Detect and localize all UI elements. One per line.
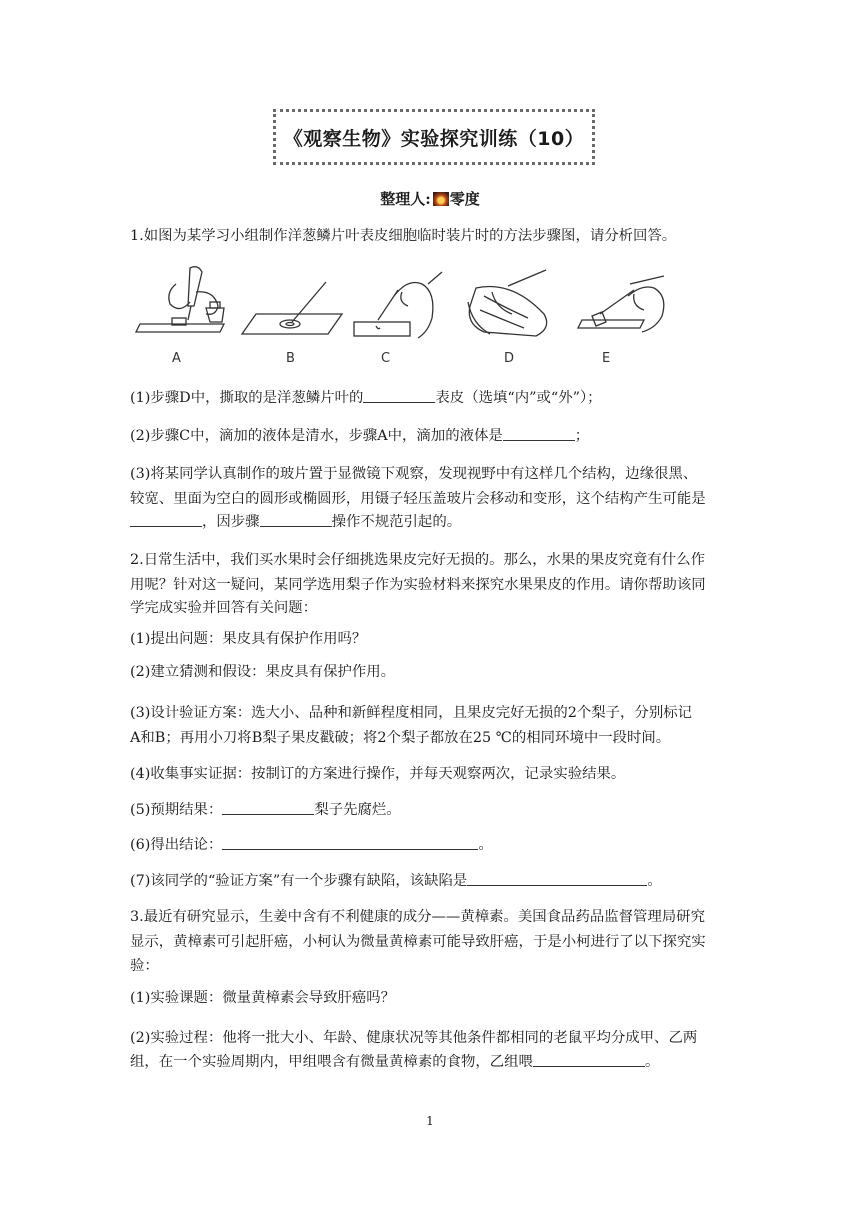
q2-line1: 2.日常生活中，我们买水果时会仔细挑选果皮完好无损的。那么，水果的果皮究竟有什么作 — [130, 552, 705, 568]
q2-step5 — [130, 800, 401, 820]
q1-procedure-figure — [132, 262, 672, 370]
answer-blank[interactable] — [130, 512, 202, 527]
q1-part1 — [130, 388, 602, 408]
q2-step5-text-b: 梨子先腐烂。 — [314, 802, 401, 818]
figure-label-e: E — [602, 351, 611, 366]
q3-line2: 显示，黄樟素可引起肝癌，小柯认为微量黄樟素可能导致肝癌，于是小柯进行了以下探究实 — [130, 934, 706, 950]
answer-blank[interactable] — [260, 512, 332, 527]
q1-part1-text-b: 表皮（选填“内”或“外”）； — [435, 390, 602, 406]
compiler-line — [0, 188, 860, 209]
figure-label-d: D — [504, 351, 515, 366]
compiler-name: 零度 — [449, 190, 480, 208]
q1-part2-text-b: ； — [574, 428, 590, 444]
step-c-drawing — [354, 272, 442, 338]
q2-step2: (2)建立猜测和假设：果皮具有保护作用。 — [130, 664, 396, 680]
q3-line3: 验： — [130, 958, 159, 974]
q2-step7-text-a: (7)该同学的“验证方案”有一个步骤有缺陷，该缺陷是 — [130, 873, 468, 889]
q2-step1: (1)提出问题：果皮具有保护作用吗？ — [130, 631, 367, 647]
q1-part3-text-c: ，因步骤 — [202, 514, 260, 530]
q2-step4: (4)收集事实证据：按制订的方案进行操作，并每天观察两次，记录实验结果。 — [130, 766, 626, 782]
compiler-label: 整理人: — [380, 190, 431, 208]
q3-line1: 3.最近有研究显示，生姜中含有不利健康的成分——黄樟素。美国食品药品监督管理局研究 — [130, 909, 705, 925]
title-box — [273, 109, 595, 165]
answer-blank[interactable] — [363, 388, 435, 403]
step-d-drawing — [468, 270, 547, 336]
q1-part3-text-d: 操作不规范引起的。 — [331, 514, 462, 530]
figure-label-a: A — [172, 351, 181, 366]
q2-step3-line2: A和B；再用小刀将B梨子果皮戳破；将2个梨子都放在25 ℃的相同环境中一段时间。 — [130, 730, 671, 746]
q2-step7-text-b: 。 — [647, 873, 662, 889]
page-title: 《观察生物》实验探究训练（10） — [283, 127, 585, 150]
q3-step2-line2 — [130, 1052, 659, 1072]
step-e-drawing — [578, 276, 664, 332]
answer-blank[interactable] — [222, 800, 314, 815]
q2-step3-line1: (3)设计验证方案：选大小、品种和新鲜程度相同，且果皮完好无损的2个梨子，分别标记 — [130, 705, 692, 721]
page-number: 1 — [426, 1114, 434, 1128]
step-b-drawing — [242, 282, 342, 334]
q2-step6-text-a: (6)得出结论： — [130, 837, 223, 853]
answer-blank[interactable] — [503, 426, 575, 441]
q3-step2-text-a: 组，在一个实验周期内，甲组喂含有微量黄樟素的食物，乙组喂 — [130, 1054, 533, 1070]
q2-step7 — [130, 871, 662, 891]
q2-step6-text-b: 。 — [478, 837, 493, 853]
q1-stem: 1.如图为某学习小组制作洋葱鳞片叶表皮细胞临时装片时的方法步骤图，请分析回答。 — [130, 228, 677, 244]
q2-line3: 学完成实验并回答有关问题： — [130, 600, 318, 616]
step-a-drawing — [136, 267, 224, 332]
q1-part3-line2: 较宽、里面为空白的圆形或椭圆形，用镊子轻压盖玻片会移动和变形，这个结构产生可能是 — [130, 491, 706, 507]
q2-line2: 用呢？针对这一疑问，某同学选用梨子作为实验材料来探究水果果皮的作用。请你帮助该同 — [130, 577, 706, 593]
q2-step6 — [130, 835, 493, 855]
q3-step2-text-b: 。 — [644, 1054, 660, 1070]
answer-blank[interactable] — [467, 871, 647, 886]
figure-label-b: B — [286, 351, 295, 366]
q3-step1: (1)实验课题：微量黄樟素会导致肝癌吗？ — [130, 990, 396, 1006]
q3-step2-line1: (2)实验过程：他将一批大小、年龄、健康状况等其他条件都相同的老鼠平均分成甲、乙两 — [130, 1030, 698, 1046]
answer-blank[interactable] — [533, 1052, 645, 1067]
q1-part2-text-a: (2)步骤C中，滴加的液体是清水，步骤A中，滴加的液体是 — [130, 428, 503, 444]
answer-blank[interactable] — [222, 835, 478, 850]
sunset-logo-icon — [433, 192, 449, 206]
q1-part1-text-a: (1)步骤D中，撕取的是洋葱鳞片叶的 — [130, 390, 364, 406]
q1-part2 — [130, 426, 589, 446]
q2-step5-text-a: (5)预期结果： — [130, 802, 223, 818]
q1-part3-line3 — [130, 512, 461, 532]
figure-label-c: C — [381, 351, 391, 366]
q1-part3-line1: (3)将某同学认真制作的玻片置于显微镜下观察，发现视野中有这样几个结构，边缘很黑、 — [130, 466, 698, 482]
